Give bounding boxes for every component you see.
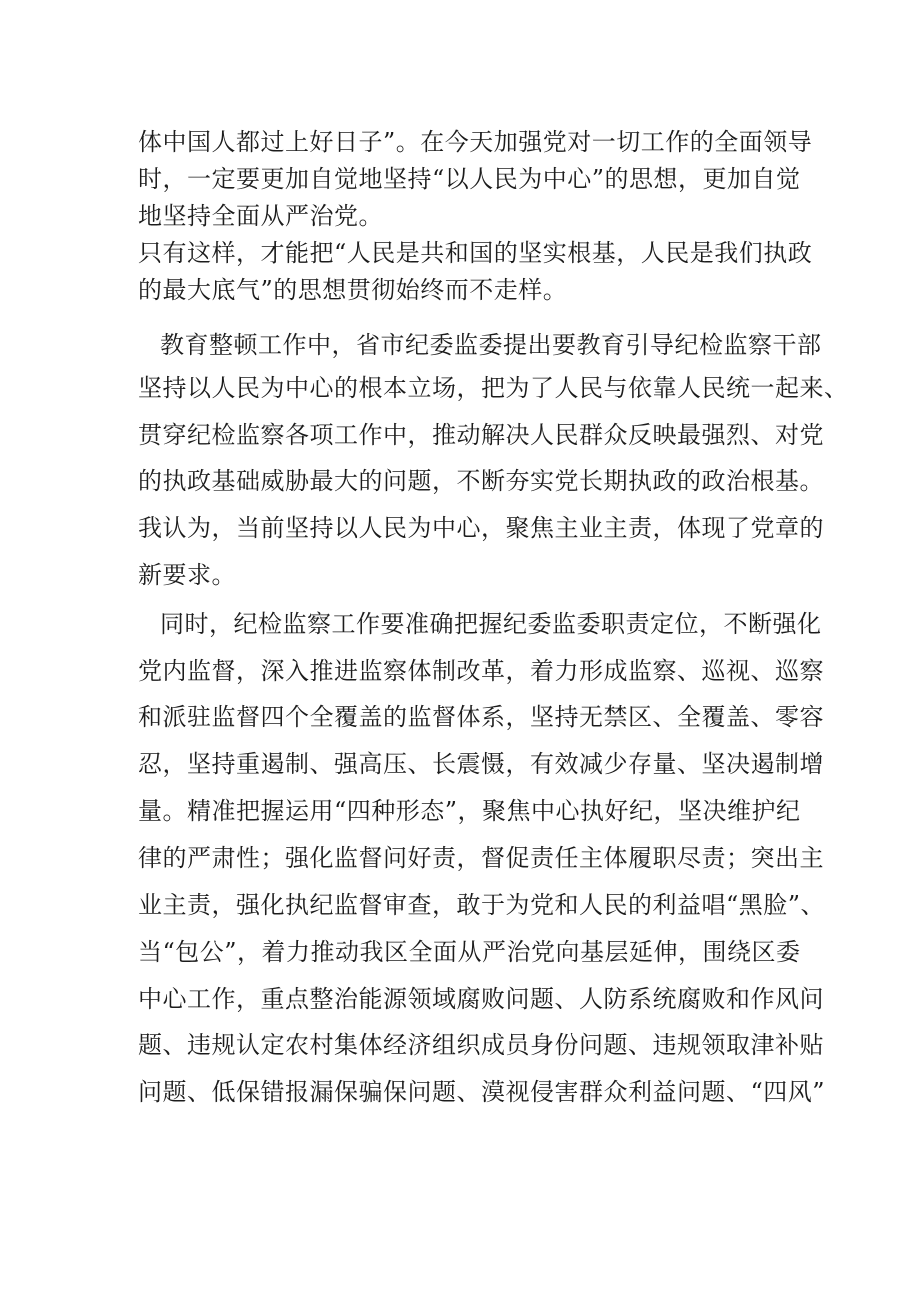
text-line: 和派驻监督四个全覆盖的监督体系，坚持无禁区、全覆盖、零容 [138, 703, 824, 731]
text-line: 我认为，当前坚持以人民为中心，聚焦主业主责，体现了党章的 [138, 514, 824, 542]
text-line: 当“包公”，着力推动我区全面从严治党向基层延伸，围绕区委 [138, 938, 801, 966]
text-line: 题、违规认定农村集体经济组织成员身份问题、违规领取津补贴 [138, 1031, 824, 1059]
text-line: 律的严肃性；强化监督问好责，督促责任主体履职尽责；突出主 [138, 844, 824, 872]
text-line: 量。精准把握运用“四种形态”，聚焦中心执好纪，坚决维护纪 [138, 797, 801, 825]
text-line: 体中国人都过上好日子”。在今天加强党对一切工作的全面领导 [138, 128, 813, 156]
text-line: 坚持以人民为中心的根本立场，把为了人民与依靠人民统一起来、 [138, 374, 849, 402]
text-line: 新要求。 [138, 561, 236, 589]
text-line: 的执政基础威胁最大的问题，不断夯实党长期执政的政治根基。 [138, 467, 824, 495]
text-line: 的最大底气”的思想贯彻始终而不走样。 [138, 276, 568, 304]
text-line: 中心工作，重点整治能源领域腐败问题、人防系统腐败和作风问 [138, 985, 824, 1013]
text-line: 同时，纪检监察工作要准确把握纪委监委职责定位，不断强化 [160, 610, 822, 638]
text-line: 时，一定要更加自觉地坚持“以人民为中心”的思想，更加自觉 [138, 165, 801, 193]
text-line: 贯穿纪检监察各项工作中，推动解决人民群众反映最强烈、对党 [138, 421, 824, 449]
text-line: 只有这样，才能把“人民是共和国的坚实根基，人民是我们执政 [138, 239, 813, 267]
text-line: 业主责，强化执纪监督审查，敢于为党和人民的利益唱“黑脸”、 [138, 891, 826, 919]
text-line: 忍，坚持重遏制、强高压、长震慑，有效减少存量、坚决遏制增 [138, 750, 824, 778]
text-line: 地坚持全面从严治党。 [138, 202, 383, 230]
text-line: 问题、低保错报漏保骗保问题、漠视侵害群众利益问题、“四风” [138, 1078, 826, 1106]
text-line: 教育整顿工作中，省市纪委监委提出要教育引导纪检监察干部 [160, 331, 822, 359]
text-line: 党内监督，深入推进监察体制改革，着力形成监察、巡视、巡察 [138, 657, 824, 685]
